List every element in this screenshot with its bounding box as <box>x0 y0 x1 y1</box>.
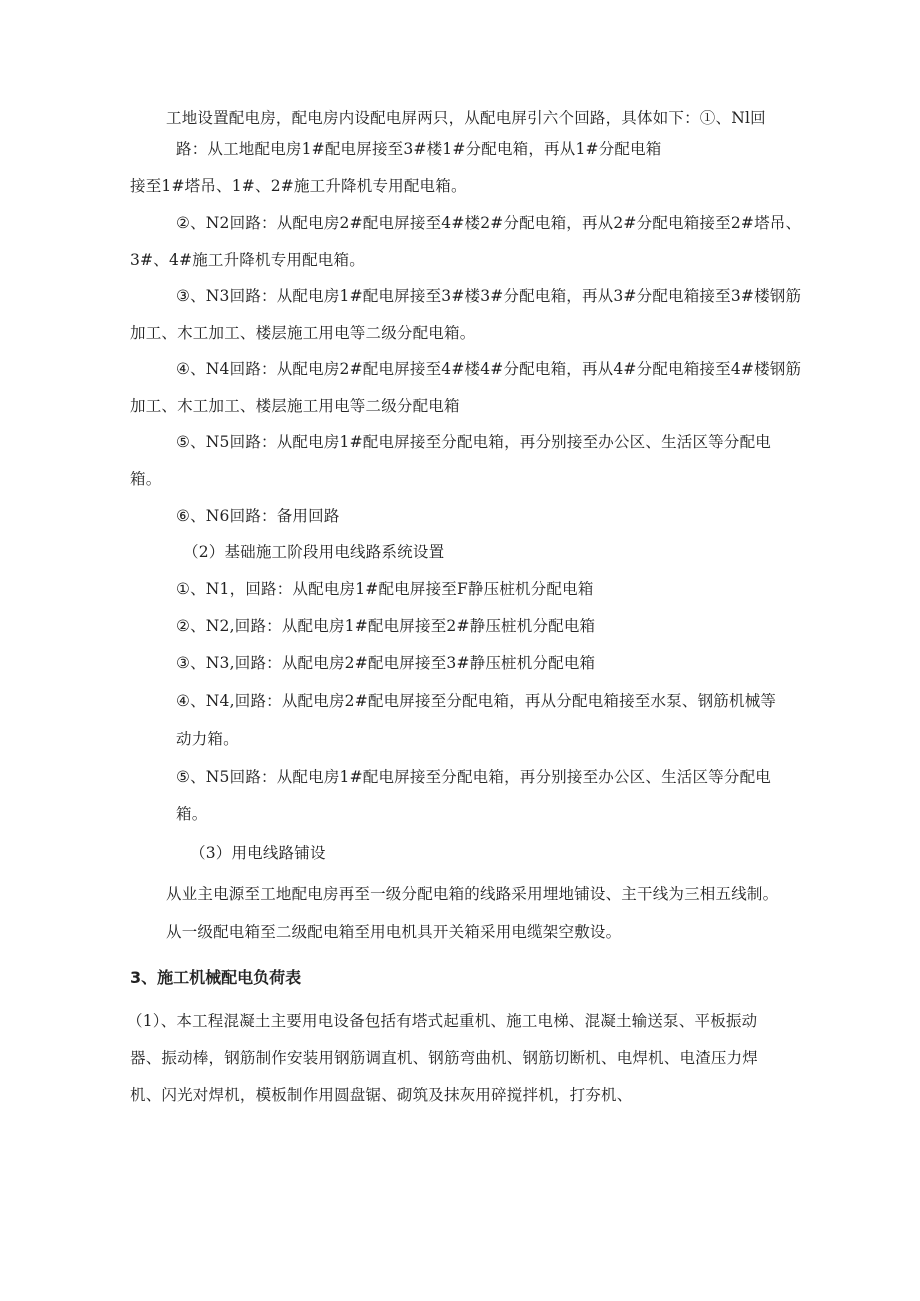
paragraph-line: 箱。 <box>130 470 162 488</box>
paragraph-line: ③、N3,回路：从配电房2#配电屏接至3#静压桩机分配电箱 <box>176 654 596 672</box>
subsection-title: （2）基础施工阶段用电线路系统设置 <box>183 543 445 561</box>
paragraph-line: 从一级配电箱至二级配电箱至用电机具开关箱采用电缆架空敷设。 <box>166 923 622 941</box>
paragraph-line: ④、N4回路：从配电房2#配电屏接至4#楼4#分配电箱，再从4#分配电箱接至4#楼钢筋 <box>176 360 802 378</box>
paragraph-line: 动力箱。 <box>176 730 239 748</box>
paragraph-line: 接至1#塔吊、1#、2#施工升降机专用配电箱。 <box>130 177 467 195</box>
paragraph-line: ⑤、N5回路：从配电房1#配电屏接至分配电箱，再分别接至办公区、生活区等分配电 <box>176 433 771 451</box>
paragraph-line: 3#、4#施工升降机专用配电箱。 <box>130 251 365 269</box>
paragraph-line: 从业主电源至工地配电房再至一级分配电箱的线路采用埋地铺设、主干线为三相五线制。 <box>166 885 779 903</box>
paragraph-line: ④、N4,回路：从配电房2#配电屏接至分配电箱，再从分配电箱接至水泵、钢筋机械等 <box>176 692 777 710</box>
subsection-title: （3）用电线路铺设 <box>190 844 326 862</box>
paragraph-line: 机、闪光对焊机，模板制作用圆盘锯、砌筑及抹灰用碎搅拌机，打夯机、 <box>130 1086 633 1104</box>
paragraph-line: ⑤、N5回路：从配电房1#配电屏接至分配电箱，再分别接至办公区、生活区等分配电 <box>176 768 771 786</box>
paragraph-line: 加工、木工加工、楼层施工用电等二级分配电箱。 <box>130 324 476 342</box>
paragraph-line: 加工、木工加工、楼层施工用电等二级分配电箱 <box>130 397 460 415</box>
paragraph-line: ②、N2回路：从配电房2#配电屏接至4#楼2#分配电箱，再从2#分配电箱接至2#塔吊、 <box>176 214 802 232</box>
paragraph-line: ③、N3回路：从配电房1#配电屏接至3#楼3#分配电箱，再从3#分配电箱接至3#楼钢筋 <box>176 287 802 305</box>
paragraph-line: ①、N1，回路：从配电房1#配电屏接至F静压桩机分配电箱 <box>176 580 594 598</box>
paragraph-line: 器、振动棒，钢筋制作安装用钢筋调直机、钢筋弯曲机、钢筋切断机、电焊机、电渣压力焊 <box>130 1049 759 1067</box>
paragraph-line: ⑥、N6回路：备用回路 <box>176 507 340 525</box>
paragraph-line: 路：从工地配电房1#配电屏接至3#楼1#分配电箱，再从1#分配电箱 <box>176 140 662 158</box>
paragraph-line: 工地设置配电房，配电房内设配电屏两只，从配电屏引六个回路，具体如下：①、Nl回 <box>166 109 766 127</box>
paragraph-line: （1）、本工程混凝土主要用电设备包括有塔式起重机、施工电梯、混凝土输送泵、平板振动 <box>127 1012 758 1030</box>
paragraph-line: 箱。 <box>176 805 208 823</box>
paragraph-line: ②、N2,回路：从配电房1#配电屏接至2#静压桩机分配电箱 <box>176 617 596 635</box>
section-heading: 3、施工机械配电负荷表 <box>130 968 302 987</box>
